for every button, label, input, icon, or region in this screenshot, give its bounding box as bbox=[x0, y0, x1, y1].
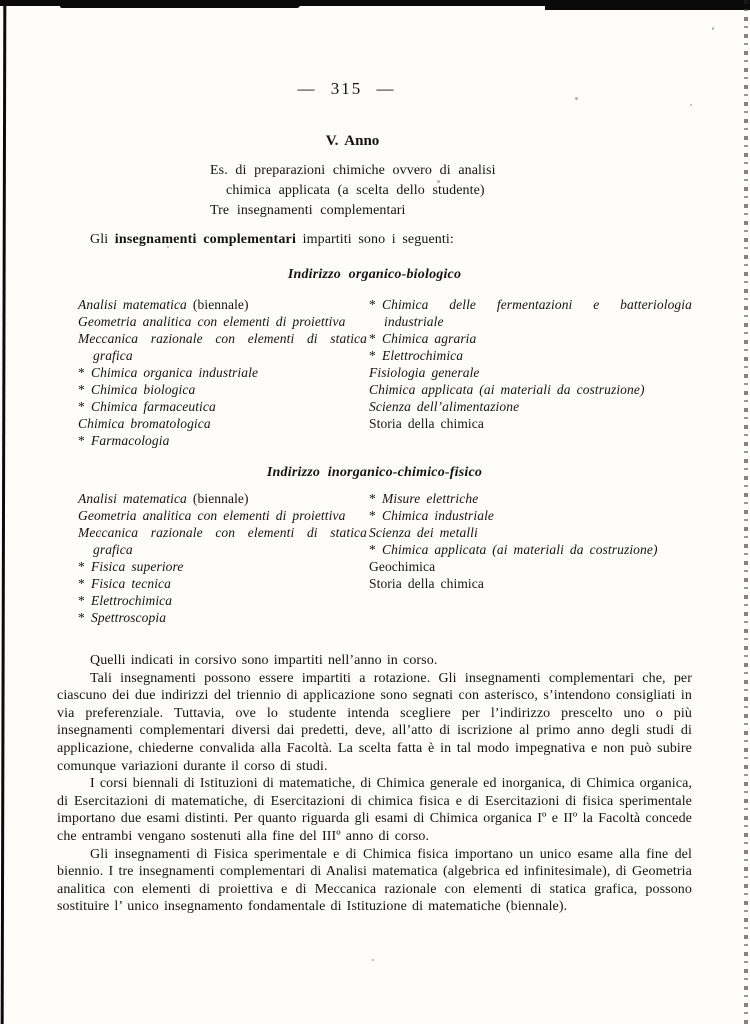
paragraph: Gli insegnamenti di Fisica sperimentale e di Chimica fisica importano un unico esame alla fine del biennio. I tre insegnamenti complementari di Analisi matematica (algebrica ed infinitesimale), di Geometria analitica con elementi di proiettiva e di Meccanica razionale con elementi di statica grafica, possono sostituire l’ unico insegnamento fondamentale di Istituzione di matematiche (biennale). bbox=[57, 846, 692, 915]
course-item bbox=[78, 575, 367, 592]
asterisk-marker: * bbox=[78, 365, 85, 380]
course-name: Fisica superiore bbox=[91, 559, 184, 574]
course-item bbox=[78, 296, 367, 313]
course-item bbox=[369, 381, 692, 398]
asterisk-marker: * bbox=[369, 542, 376, 557]
asterisk-marker: * bbox=[369, 508, 376, 523]
paragraph: Tali insegnamenti possono essere impartiti a rotazione. Gli insegnamenti complementari che, per ciascuno dei due indirizzi del triennio di applicazione sono segnati con asterisco, s’intendono consigliati in via preferenziale. Tuttavia, ove lo studente intenda scegliere per l’indirizzo prescelto uno o più insegnamenti complementari diversi dai predetti, deve, all’atto di iscrizione al primo anno degli studi di applicazione, chiederne convalida alla Facoltà. La scelta fatta è in tal modo impegnativa e non può subire comunque variazioni durante il corso di studi. bbox=[57, 670, 692, 774]
asterisk-marker: * bbox=[78, 559, 85, 574]
course-item bbox=[78, 381, 367, 398]
course-column-left bbox=[57, 296, 367, 449]
course-item bbox=[369, 296, 692, 330]
course-name: Elettrochimica bbox=[91, 593, 173, 608]
course-columns bbox=[57, 296, 692, 449]
course-name: Chimica industriale bbox=[382, 508, 495, 523]
course-item bbox=[78, 330, 367, 364]
course-item bbox=[369, 415, 692, 432]
course-name: Geometria analitica con elementi di proiettiva bbox=[78, 508, 346, 523]
page-number: — 315 — bbox=[297, 79, 396, 98]
course-name: Meccanica razionale con elementi di statica grafica bbox=[78, 525, 367, 557]
course-name: Chimica delle fermentazioni e batteriologia industriale bbox=[382, 297, 692, 329]
course-name: Storia della chimica bbox=[369, 416, 484, 431]
course-item bbox=[369, 398, 692, 415]
course-item bbox=[78, 592, 367, 609]
course-item bbox=[78, 558, 367, 575]
course-name: Chimica agraria bbox=[382, 331, 477, 346]
course-name: Geometria analitica con elementi di proiettiva bbox=[78, 314, 346, 329]
course-columns bbox=[57, 490, 692, 626]
course-name: Chimica applicata (ai materiali da costruzione) bbox=[382, 542, 658, 557]
asterisk-marker: * bbox=[78, 382, 85, 397]
course-name: Scienza dei metalli bbox=[369, 525, 478, 540]
course-item bbox=[369, 558, 692, 575]
body-paragraphs bbox=[57, 652, 692, 916]
course-name: Fisica tecnica bbox=[91, 576, 171, 591]
course-name: Geochimica bbox=[369, 559, 436, 574]
asterisk-marker: * bbox=[369, 331, 376, 346]
course-item bbox=[369, 507, 692, 524]
course-name: Meccanica razionale con elementi di statica grafica bbox=[78, 331, 367, 363]
course-column-left bbox=[57, 490, 367, 626]
course-suffix: (biennale) bbox=[186, 297, 249, 312]
course-item bbox=[78, 364, 367, 381]
course-column-right bbox=[367, 490, 692, 626]
lead-bold: insegnamenti complementari bbox=[114, 232, 297, 247]
year-heading: V. Anno bbox=[325, 133, 380, 149]
course-name: Spettroscopia bbox=[91, 610, 167, 625]
course-suffix: (biennale) bbox=[186, 491, 249, 506]
paragraph: I corsi biennali di Istituzioni di matematiche, di Chimica generale ed inorganica, di Chimica organica, di Esercitazioni di matematiche, di Esercitazioni di chimica fisica e di Esercitazioni di fisica sperimentale importano due esami distinti. Per quanto riguarda gli esami di Chimica organica Iº e IIº la Facoltà concede che entrambi vengano sostenuti alla fine del IIIº anno di corso. bbox=[57, 776, 692, 844]
section-title: Indirizzo organico-biologico bbox=[287, 267, 462, 282]
course-item bbox=[78, 507, 367, 524]
asterisk-marker: * bbox=[78, 576, 85, 591]
section-inorganico-chimico-fisico bbox=[57, 464, 692, 626]
section-title: Indirizzo inorganico-chimico-fisico bbox=[266, 465, 483, 480]
course-item bbox=[78, 313, 367, 330]
course-item bbox=[78, 490, 367, 507]
course-item bbox=[369, 490, 692, 507]
intro-line: chimica applicata (a scelta dello studente) bbox=[226, 183, 485, 198]
intro-line: Tre insegnamenti complementari bbox=[210, 203, 406, 218]
course-item bbox=[78, 524, 367, 558]
course-item bbox=[369, 575, 692, 592]
lead-pre: Gli bbox=[90, 232, 115, 247]
paragraph: Quelli indicati in corsivo sono impartiti nell’anno in corso. bbox=[90, 653, 438, 668]
course-item bbox=[78, 398, 367, 415]
course-name: Storia della chimica bbox=[369, 576, 484, 591]
course-column-right bbox=[367, 296, 692, 449]
course-item bbox=[369, 347, 692, 364]
asterisk-marker: * bbox=[78, 399, 85, 414]
course-name: Analisi matematica bbox=[78, 297, 187, 312]
asterisk-marker: * bbox=[78, 433, 85, 448]
course-name: Misure elettriche bbox=[382, 491, 479, 506]
intro-line: Es. di preparazioni chimiche ovvero di analisi bbox=[210, 163, 496, 178]
course-item bbox=[369, 330, 692, 347]
course-name: Chimica bromatologica bbox=[78, 416, 211, 431]
course-name: Analisi matematica bbox=[78, 491, 187, 506]
asterisk-marker: * bbox=[369, 348, 376, 363]
course-item bbox=[78, 415, 367, 432]
asterisk-marker: * bbox=[78, 593, 85, 608]
course-name: Chimica farmaceutica bbox=[91, 399, 216, 414]
course-item bbox=[369, 364, 692, 381]
course-item bbox=[78, 432, 367, 449]
lead-sentence bbox=[57, 230, 692, 250]
course-name: Fisiologia generale bbox=[369, 365, 480, 380]
asterisk-marker: * bbox=[369, 297, 376, 312]
course-name: Elettrochimica bbox=[382, 348, 464, 363]
lead-post: impartiti sono i seguenti: bbox=[296, 232, 454, 247]
course-name: Farmacologia bbox=[91, 433, 170, 448]
section-organico-biologico bbox=[57, 266, 692, 449]
course-item bbox=[369, 541, 692, 558]
course-name: Chimica organica industriale bbox=[91, 365, 259, 380]
course-name: Scienza dell’alimentazione bbox=[369, 399, 520, 414]
course-name: Chimica applicata (ai materiali da costruzione) bbox=[369, 382, 645, 397]
course-item bbox=[78, 609, 367, 626]
asterisk-marker: * bbox=[78, 610, 85, 625]
course-name: Chimica biologica bbox=[91, 382, 196, 397]
exam-intro-block bbox=[210, 161, 692, 221]
asterisk-marker: * bbox=[369, 491, 376, 506]
course-item bbox=[369, 524, 692, 541]
